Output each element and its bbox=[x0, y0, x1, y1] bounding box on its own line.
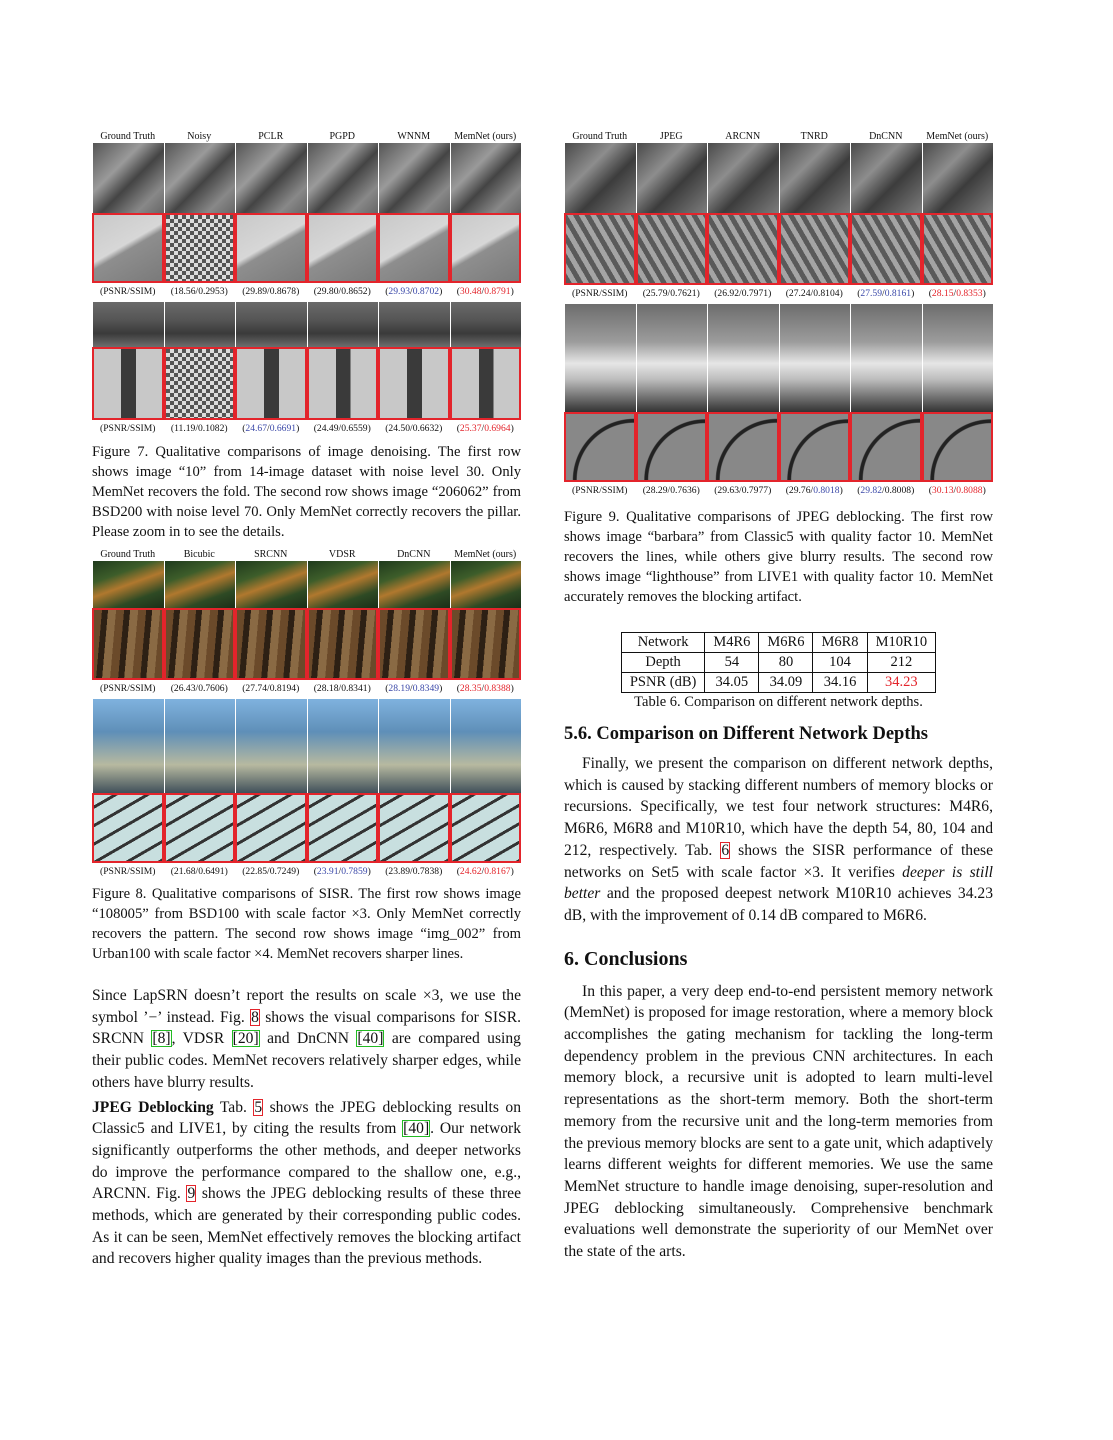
figure-column-labels bbox=[564, 131, 993, 143]
zoom-crop-image bbox=[307, 347, 379, 420]
thumbnail-row bbox=[92, 561, 521, 608]
psnr-ssim-score: (18.56/0.2953) bbox=[170, 286, 228, 297]
column-label: PGPD bbox=[329, 131, 356, 142]
thumbnail-row bbox=[92, 143, 521, 213]
table-cell: M6R6 bbox=[759, 633, 813, 653]
thumbnail-image bbox=[164, 561, 236, 608]
zoom-crop-image bbox=[564, 412, 636, 482]
psnr-value: 24.50 bbox=[388, 423, 411, 434]
table-row bbox=[621, 673, 935, 693]
zoom-crop-image bbox=[450, 608, 522, 680]
text-run: shows the visual comparisons for SISR. SRCNN bbox=[92, 1008, 521, 1048]
column-label: VDSR bbox=[328, 549, 356, 560]
thumbnail-image bbox=[922, 304, 994, 412]
psnr-value: PSNR bbox=[103, 866, 128, 877]
psnr-value: 28.19 bbox=[388, 683, 411, 694]
psnr-value: 26.92 bbox=[717, 288, 740, 299]
section-6-heading: 6. Conclusions bbox=[564, 947, 688, 970]
column-label: Ground Truth bbox=[100, 549, 156, 560]
psnr-ssim-score: (PSNR/SSIM) bbox=[100, 866, 156, 877]
paragraph-sisr bbox=[92, 985, 521, 1094]
zoom-crop-image bbox=[378, 793, 450, 863]
paragraph-heading: JPEG Deblocking bbox=[92, 1098, 214, 1116]
ssim-value: 0.7621 bbox=[670, 288, 697, 299]
ssim-value: 0.8388 bbox=[484, 683, 511, 694]
thumbnail-image bbox=[378, 143, 450, 213]
reference-link[interactable]: 5 bbox=[254, 1098, 263, 1116]
zoom-crop-image bbox=[92, 608, 164, 680]
ssim-value: 0.8353 bbox=[956, 288, 983, 299]
figure-7-caption: Figure 7. Qualitative comparisons of image denoising. The first row shows image “10” from 14-image dataset with noise level 30. Only MemNet recovers the fold. The second row shows image “206062” from BSD200 with noise level 70. Only MemNet correctly recovers the pillar. Please zoom in to see the details. bbox=[92, 444, 521, 540]
zoom-crop-image bbox=[450, 347, 522, 420]
table-cell: 34.23 bbox=[867, 673, 936, 693]
zoom-crop-image bbox=[235, 347, 307, 420]
zoom-crop-image bbox=[164, 213, 236, 283]
zoom-crop-image bbox=[779, 412, 851, 482]
psnr-ssim-score: (28.15/0.8353) bbox=[928, 288, 986, 299]
ssim-value: SSIM bbox=[129, 423, 153, 434]
thumbnail-image bbox=[307, 302, 379, 347]
psnr-value: PSNR bbox=[575, 288, 600, 299]
psnr-ssim-score: (24.50/0.6632) bbox=[385, 423, 443, 434]
citation-link[interactable]: [40] bbox=[357, 1030, 384, 1048]
figure-column-labels bbox=[92, 131, 521, 143]
zoom-crop-image bbox=[235, 213, 307, 283]
zoom-crop-image bbox=[378, 608, 450, 680]
column-label: JPEG bbox=[659, 131, 683, 142]
psnr-ssim-score: (25.79/0.7621) bbox=[642, 288, 700, 299]
table-row bbox=[621, 633, 935, 653]
table-cell: M4R6 bbox=[705, 633, 759, 653]
text-run: . Our network significantly outperforms the other methods, and deeper networks do improve the performance compared to the shallow one, e.g., ARCNN. Fig. bbox=[92, 1120, 521, 1203]
text-run: and the proposed deepest network M10R10 achieves 34.23 dB, with the improvement of 0.14 dB compared to M6R6. bbox=[564, 885, 993, 924]
psnr-value: 29.80 bbox=[316, 286, 339, 297]
psnr-ssim-score: (27.24/0.8104) bbox=[785, 288, 843, 299]
psnr-value: 18.56 bbox=[173, 286, 196, 297]
thumbnail-image bbox=[850, 304, 922, 412]
column-label: MemNet (ours) bbox=[454, 131, 517, 142]
psnr-ssim-score: (23.89/0.7838) bbox=[385, 866, 443, 877]
psnr-value: 30.48 bbox=[459, 286, 482, 297]
table-cell: Network bbox=[621, 633, 704, 653]
zoom-crop-image bbox=[235, 608, 307, 680]
score-row bbox=[92, 866, 521, 878]
citation-link[interactable]: [20] bbox=[232, 1030, 259, 1048]
psnr-value: 24.67 bbox=[245, 423, 268, 434]
psnr-value: 27.24 bbox=[788, 288, 811, 299]
psnr-ssim-score: (29.93/0.8702) bbox=[385, 286, 443, 297]
psnr-value: 26.43 bbox=[173, 683, 196, 694]
psnr-ssim-score: (29.63/0.7977) bbox=[714, 485, 772, 496]
psnr-value: 27.59 bbox=[860, 288, 883, 299]
psnr-ssim-score: (PSNR/SSIM) bbox=[100, 423, 156, 434]
psnr-ssim-score: (28.35/0.8388) bbox=[456, 683, 514, 694]
ssim-value: 0.8088 bbox=[956, 485, 983, 496]
thumbnail-image bbox=[307, 699, 379, 793]
thumbnail-image bbox=[164, 143, 236, 213]
psnr-value: 28.35 bbox=[459, 683, 482, 694]
table-cell: M6R8 bbox=[813, 633, 867, 653]
psnr-ssim-score: (25.37/0.6964) bbox=[456, 423, 514, 434]
zoom-crop-image bbox=[164, 608, 236, 680]
psnr-ssim-score: (24.49/0.6559) bbox=[313, 423, 371, 434]
table-cell: 34.09 bbox=[759, 673, 813, 693]
table-cell: 104 bbox=[813, 653, 867, 673]
figure-8 bbox=[92, 549, 521, 878]
table-row bbox=[621, 653, 935, 673]
column-label: SRCNN bbox=[254, 549, 288, 560]
ssim-value: 0.7977 bbox=[741, 485, 769, 496]
text-run: shows the SISR performance of these networks on Set5 with scale factor ×3. It verifies bbox=[564, 841, 993, 881]
ssim-value: SSIM bbox=[129, 683, 153, 694]
thumbnail-image bbox=[779, 143, 851, 213]
thumbnail-image bbox=[235, 699, 307, 793]
thumbnail-image bbox=[636, 304, 708, 412]
psnr-value: PSNR bbox=[103, 286, 128, 297]
ssim-value: 0.1082 bbox=[198, 423, 225, 434]
psnr-value: 21.68 bbox=[173, 866, 196, 877]
zoom-crop-image bbox=[779, 213, 851, 285]
ssim-value: 0.7971 bbox=[741, 288, 769, 299]
thumbnail-image bbox=[235, 143, 307, 213]
ssim-value: 0.8652 bbox=[341, 286, 368, 297]
emphasis-text: deeper is still better bbox=[564, 863, 993, 903]
psnr-ssim-score: (29.80/0.8652) bbox=[313, 286, 371, 297]
zoom-crop-image bbox=[707, 213, 779, 285]
paragraph-conclusions bbox=[564, 981, 993, 1263]
score-row bbox=[564, 288, 993, 300]
figure-8-caption: Figure 8. Qualitative comparisons of SISR. The first row shows image “108005” from BSD100 with scale factor ×3. Only MemNet correctly recovers the pattern. The second row shows image “img_002” from Urban100 with scale factor ×4. MemNet recovers sharper lines. bbox=[92, 886, 521, 962]
zoom-crop-row bbox=[564, 412, 993, 482]
zoom-crop-image bbox=[235, 793, 307, 863]
column-label: Noisy bbox=[187, 131, 212, 142]
psnr-ssim-score: (24.62/0.8167) bbox=[456, 866, 514, 877]
psnr-value: PSNR bbox=[103, 683, 128, 694]
thumbnail-image bbox=[378, 302, 450, 347]
zoom-crop-row bbox=[92, 793, 521, 863]
zoom-crop-row bbox=[92, 608, 521, 680]
text-run: Finally, we present the comparison on different network depths, which is caused by stacking different numbers of memory blocks or recursions. Specifically, we test four network structures: M4R6, M6R6, M6R8 and M10R10, which have the depth 54, 80, 104 and 212, respectively. Tab. bbox=[564, 755, 993, 859]
zoom-crop-image bbox=[307, 608, 379, 680]
text-run: Since LapSRN doesn’t report the results on scale ×3, we use the symbol ’−’ instead. Fig. bbox=[92, 987, 521, 1026]
thumbnail-image bbox=[450, 143, 522, 213]
ssim-value: SSIM bbox=[601, 485, 625, 496]
ssim-value: SSIM bbox=[601, 288, 625, 299]
psnr-value: 29.93 bbox=[388, 286, 411, 297]
figure-9 bbox=[564, 131, 993, 497]
zoom-crop-image bbox=[164, 347, 236, 420]
thumbnail-image bbox=[164, 699, 236, 793]
column-label: ARCNN bbox=[725, 131, 761, 142]
thumbnail-image bbox=[92, 561, 164, 608]
zoom-crop-row bbox=[564, 213, 993, 285]
ssim-value: 0.8018 bbox=[813, 485, 840, 496]
text-run: shows the JPEG deblocking results of these three methods, which are generated by their corresponding public codes. As it can be seen, MemNet effectively removes the blocking artifact and recovers higher quality images than the previous methods. bbox=[92, 1185, 521, 1268]
zoom-crop-image bbox=[850, 412, 922, 482]
psnr-ssim-score: (PSNR/SSIM) bbox=[572, 288, 628, 299]
ssim-value: 0.6691 bbox=[269, 423, 297, 434]
psnr-value: 29.89 bbox=[245, 286, 268, 297]
ssim-value: SSIM bbox=[129, 866, 153, 877]
thumbnail-row bbox=[92, 699, 521, 793]
figure-9-caption: Figure 9. Qualitative comparisons of JPEG deblocking. The first row shows image “barbara” from Classic5 with quality factor 10. MemNet recovers the lines, while others give blurry results. The second row shows image “lighthouse” from LIVE1 with quality factor 10. MemNet accurately removes the blocking artifact. bbox=[564, 509, 993, 605]
thumbnail-image bbox=[450, 302, 522, 347]
zoom-crop-image bbox=[636, 412, 708, 482]
zoom-crop-image bbox=[92, 347, 164, 420]
text-run: In this paper, a very deep end-to-end persistent memory network (MemNet) is proposed for image restoration, where a memory block accomplishes the gating mechanism for tackling the long-term dependency problem in the previous CNN architectures. In each memory block, a recursive unit is adopted to learn multi-level representations as the short-term memory. Both the short-term memory from the recursive unit and the long-term memories from the previous memory blocks are sent to a gate unit, which adaptively learns different weights for different memories. We use the same MemNet structure to handle image denoising, super-resolution and JPEG deblocking simultaneously. Comprehensive benchmark evaluations well demonstrate the superiority of our MemNet over the state of the arts. bbox=[564, 982, 993, 1261]
text-run: Tab. bbox=[213, 1098, 254, 1116]
reference-link[interactable]: 9 bbox=[187, 1185, 196, 1203]
zoom-crop-image bbox=[636, 213, 708, 285]
ssim-value: 0.8167 bbox=[484, 866, 511, 877]
zoom-crop-image bbox=[378, 213, 450, 283]
citation-link[interactable]: [40] bbox=[403, 1120, 430, 1138]
column-label: Bicubic bbox=[183, 549, 215, 560]
thumbnail-image bbox=[850, 143, 922, 213]
psnr-ssim-score: (26.43/0.7606) bbox=[170, 683, 228, 694]
psnr-value: 24.62 bbox=[459, 866, 482, 877]
psnr-ssim-score: (23.91/0.7859) bbox=[313, 866, 371, 877]
text-run: and DnCNN bbox=[259, 1030, 357, 1048]
column-label: DnCNN bbox=[869, 131, 903, 142]
column-label: Ground Truth bbox=[572, 131, 628, 142]
ssim-value: 0.7859 bbox=[341, 866, 368, 877]
psnr-ssim-score: (PSNR/SSIM) bbox=[100, 286, 156, 297]
thumbnail-row bbox=[564, 304, 993, 412]
thumbnail-image bbox=[378, 699, 450, 793]
zoom-crop-image bbox=[92, 793, 164, 863]
ssim-value: 0.6632 bbox=[412, 423, 440, 434]
table-6-caption: Table 6. Comparison on different network depths. bbox=[634, 694, 923, 710]
psnr-ssim-score: (29.89/0.8678) bbox=[242, 286, 300, 297]
thumbnail-image bbox=[450, 561, 522, 608]
score-row bbox=[92, 423, 521, 435]
thumbnail-image bbox=[164, 302, 236, 347]
thumbnail-image bbox=[636, 143, 708, 213]
ssim-value: 0.6559 bbox=[341, 423, 368, 434]
zoom-crop-image bbox=[164, 793, 236, 863]
psnr-value: 30.13 bbox=[931, 485, 954, 496]
zoom-crop-image bbox=[92, 213, 164, 283]
psnr-value: 29.76 bbox=[788, 485, 811, 496]
paragraph-jpeg-deblocking bbox=[92, 1097, 521, 1271]
psnr-ssim-score: (11.19/0.1082) bbox=[170, 423, 228, 434]
table-cell: 54 bbox=[705, 653, 759, 673]
ssim-value: 0.8702 bbox=[412, 286, 440, 297]
psnr-ssim-score: (PSNR/SSIM) bbox=[572, 485, 628, 496]
section-5-6-heading: 5.6. Comparison on Different Network Depths bbox=[564, 724, 928, 744]
psnr-ssim-score: (22.85/0.7249) bbox=[242, 866, 300, 877]
thumbnail-image bbox=[92, 699, 164, 793]
table-cell: Depth bbox=[621, 653, 704, 673]
thumbnail-image bbox=[92, 302, 164, 347]
psnr-ssim-score: (24.67/0.6691) bbox=[242, 423, 300, 434]
figure-7 bbox=[92, 131, 521, 435]
thumbnail-image bbox=[450, 699, 522, 793]
text-run: , VDSR bbox=[171, 1030, 232, 1048]
thumbnail-image bbox=[922, 143, 994, 213]
zoom-crop-image bbox=[307, 213, 379, 283]
ssim-value: 0.8341 bbox=[341, 683, 368, 694]
table-cell: M10R10 bbox=[867, 633, 936, 653]
reference-link[interactable]: 6 bbox=[721, 841, 730, 859]
psnr-ssim-score: (26.92/0.7971) bbox=[714, 288, 772, 299]
column-label: PCLR bbox=[258, 131, 284, 142]
thumbnail-image bbox=[235, 302, 307, 347]
score-row bbox=[92, 683, 521, 695]
psnr-value: 25.37 bbox=[459, 423, 482, 434]
psnr-ssim-score: (28.29/0.7636) bbox=[642, 485, 700, 496]
zoom-crop-image bbox=[922, 412, 994, 482]
reference-link[interactable]: 8 bbox=[251, 1008, 259, 1026]
ssim-value: 0.7636 bbox=[670, 485, 697, 496]
score-row bbox=[564, 485, 993, 497]
thumbnail-image bbox=[307, 561, 379, 608]
figure-column-labels bbox=[92, 549, 521, 561]
ssim-value: 0.7249 bbox=[269, 866, 297, 877]
thumbnail-row bbox=[92, 302, 521, 347]
psnr-value: 23.89 bbox=[388, 866, 411, 877]
psnr-value: 28.18 bbox=[316, 683, 339, 694]
ssim-value: 0.8791 bbox=[484, 286, 511, 297]
psnr-value: 28.29 bbox=[645, 485, 668, 496]
psnr-ssim-score: (27.59/0.8161) bbox=[857, 288, 915, 299]
column-label: WNNM bbox=[397, 131, 431, 142]
thumbnail-image bbox=[707, 304, 779, 412]
zoom-crop-image bbox=[450, 213, 522, 283]
citation-link[interactable]: [8] bbox=[152, 1030, 171, 1048]
psnr-value: 27.74 bbox=[245, 683, 268, 694]
psnr-value: 11.19 bbox=[174, 423, 196, 434]
ssim-value: SSIM bbox=[129, 286, 153, 297]
zoom-crop-row bbox=[92, 347, 521, 420]
ssim-value: 0.6964 bbox=[484, 423, 511, 434]
thumbnail-row bbox=[564, 143, 993, 213]
ssim-value: 0.8194 bbox=[269, 683, 297, 694]
zoom-crop-image bbox=[307, 793, 379, 863]
zoom-crop-image bbox=[850, 213, 922, 285]
psnr-ssim-score: (21.68/0.6491) bbox=[170, 866, 228, 877]
table-cell: PSNR (dB) bbox=[621, 673, 704, 693]
ssim-value: 0.8104 bbox=[813, 288, 840, 299]
column-label: MemNet (ours) bbox=[926, 131, 989, 142]
column-label: MemNet (ours) bbox=[454, 549, 517, 560]
thumbnail-image bbox=[92, 143, 164, 213]
table-cell: 212 bbox=[867, 653, 936, 673]
psnr-value: 23.91 bbox=[316, 866, 339, 877]
ssim-value: 0.8161 bbox=[884, 288, 912, 299]
thumbnail-image bbox=[564, 143, 636, 213]
psnr-value: PSNR bbox=[575, 485, 600, 496]
table-cell: 80 bbox=[759, 653, 813, 673]
column-label: TNRD bbox=[800, 131, 828, 142]
psnr-ssim-score: (29.76/0.8018) bbox=[785, 485, 843, 496]
psnr-ssim-score: (PSNR/SSIM) bbox=[100, 683, 156, 694]
column-label: Ground Truth bbox=[100, 131, 156, 142]
zoom-crop-image bbox=[450, 793, 522, 863]
psnr-value: 28.15 bbox=[931, 288, 954, 299]
thumbnail-image bbox=[564, 304, 636, 412]
psnr-value: 29.63 bbox=[717, 485, 740, 496]
psnr-value: 22.85 bbox=[245, 866, 268, 877]
table-cell: 34.16 bbox=[813, 673, 867, 693]
thumbnail-image bbox=[779, 304, 851, 412]
ssim-value: 0.7838 bbox=[412, 866, 440, 877]
zoom-crop-image bbox=[922, 213, 994, 285]
psnr-ssim-score: (30.13/0.8088) bbox=[928, 485, 986, 496]
zoom-crop-image bbox=[707, 412, 779, 482]
zoom-crop-row bbox=[92, 213, 521, 283]
score-row bbox=[92, 286, 521, 298]
thumbnail-image bbox=[307, 143, 379, 213]
text-run: are compared using their public codes. MemNet recovers relatively sharper edges, while others have blurry results. bbox=[92, 1030, 521, 1091]
ssim-value: 0.7606 bbox=[198, 683, 225, 694]
ssim-value: 0.6491 bbox=[198, 866, 225, 877]
zoom-crop-image bbox=[564, 213, 636, 285]
psnr-ssim-score: (28.18/0.8341) bbox=[313, 683, 371, 694]
ssim-value: 0.8008 bbox=[884, 485, 912, 496]
psnr-value: 24.49 bbox=[316, 423, 339, 434]
zoom-crop-image bbox=[378, 347, 450, 420]
thumbnail-image bbox=[235, 561, 307, 608]
ssim-value: 0.2953 bbox=[198, 286, 225, 297]
psnr-ssim-score: (27.74/0.8194) bbox=[242, 683, 300, 694]
thumbnail-image bbox=[707, 143, 779, 213]
psnr-ssim-score: (28.19/0.8349) bbox=[385, 683, 443, 694]
table-cell: 34.05 bbox=[705, 673, 759, 693]
ssim-value: 0.8678 bbox=[269, 286, 297, 297]
table-6 bbox=[564, 632, 993, 712]
psnr-ssim-score: (30.48/0.8791) bbox=[456, 286, 514, 297]
text-run: shows the JPEG deblocking results on Classic5 and LIVE1, by citing the results from bbox=[92, 1098, 521, 1138]
thumbnail-image bbox=[378, 561, 450, 608]
psnr-value: 25.79 bbox=[645, 288, 668, 299]
psnr-value: 29.82 bbox=[860, 485, 883, 496]
paragraph-network-depths bbox=[564, 753, 993, 927]
column-label: DnCNN bbox=[397, 549, 431, 560]
psnr-value: PSNR bbox=[103, 423, 128, 434]
ssim-value: 0.8349 bbox=[412, 683, 440, 694]
psnr-ssim-score: (29.82/0.8008) bbox=[857, 485, 915, 496]
